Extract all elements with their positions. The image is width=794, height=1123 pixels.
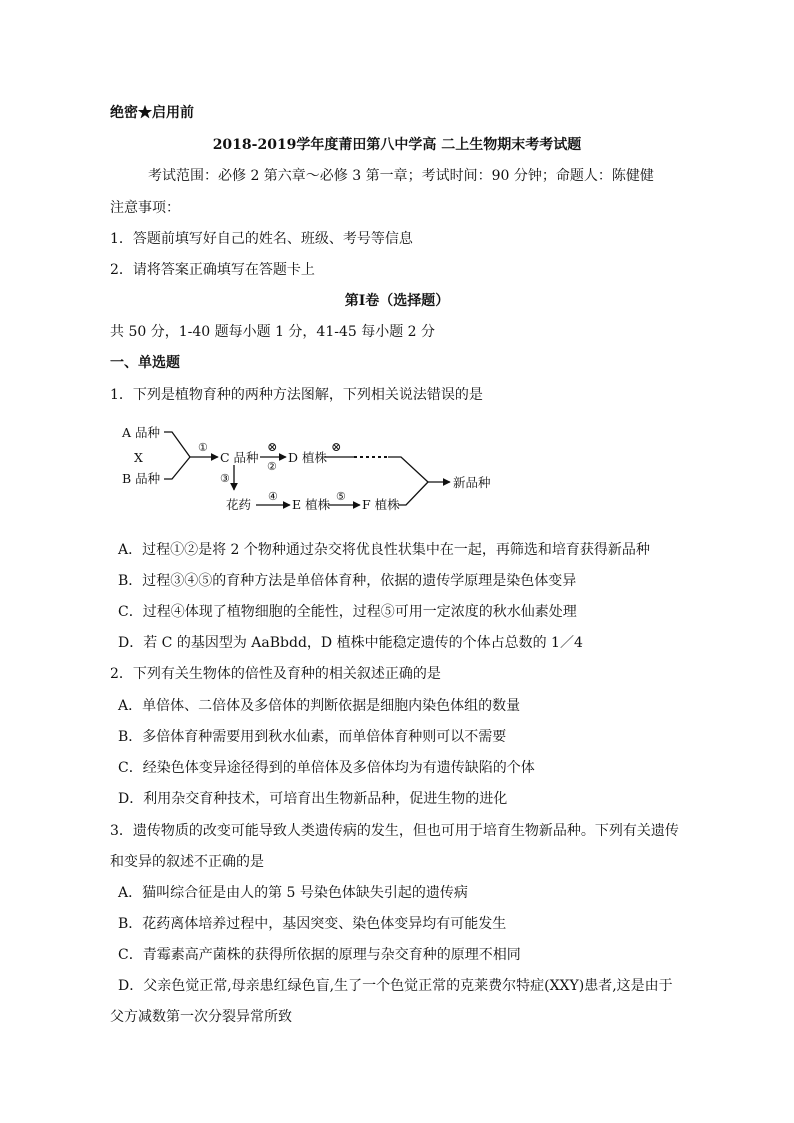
notice-heading: 注意事项： xyxy=(110,200,180,216)
label-e-plant: E 植株 xyxy=(292,497,331,512)
step-5-label: ⑤ xyxy=(336,490,346,503)
connector-line xyxy=(398,482,428,505)
option-c: C．过程④体现了植物细胞的全能性，过程⑤可用一定浓度的秋水仙素处理 xyxy=(118,604,577,620)
option-b: B．花药离体培养过程中，基因突变、染色体变异均有可能发生 xyxy=(118,916,507,932)
option-c: C．经染色体变异途径得到的单倍体及多倍体均为有遗传缺陷的个体 xyxy=(118,760,535,776)
confidential-label: 绝密★启用前 xyxy=(110,105,194,121)
step-1-label: ① xyxy=(198,441,208,454)
label-new-variety: 新品种 xyxy=(453,475,491,490)
question-stem-continued: 和变异的叙述不正确的是 xyxy=(110,854,264,870)
breeding-diagram xyxy=(110,418,510,524)
selfing-icon: ⊗ xyxy=(267,439,278,454)
selfing-icon: ⊗ xyxy=(331,439,342,454)
option-d: D．父亲色觉正常,母亲患红绿色盲,生了一个色觉正常的克莱费尔特症(XXY)患者,这是由于 xyxy=(118,978,673,994)
label-pollen: 花药 xyxy=(226,497,252,512)
option-a: A．过程①②是将 2 个物种通过杂交将优良性状集中在一起，再筛选和培育获得新品种 xyxy=(118,542,650,558)
notice-item: 2．请将答案正确填写在答题卡上 xyxy=(110,262,315,278)
option-a: A．猫叫综合征是由人的第 5 号染色体缺失引起的遗传病 xyxy=(118,885,468,901)
exam-title: 2018-2019学年度莆田第八中学高 二上生物期末考考试题 xyxy=(212,137,582,153)
connector-line xyxy=(388,457,428,482)
option-b: B．过程③④⑤的育种方法是单倍体育种，依据的遗传学原理是染色体变异 xyxy=(118,573,577,589)
score-note: 共 50 分，1-40 题每小题 1 分，41-45 每小题 2 分 xyxy=(110,324,436,340)
option-d: D．若 C 的基因型为 AaBbdd，D 植株中能稳定遗传的个体占总数的 1／4 xyxy=(118,635,583,651)
question-stem: 2．下列有关生物体的倍性及育种的相关叙述正确的是 xyxy=(110,666,441,682)
label-b-variety: B 品种 xyxy=(122,471,161,486)
step-4-label: ④ xyxy=(268,490,278,503)
step-2-label: ② xyxy=(267,460,277,473)
connector-line xyxy=(164,457,190,479)
label-d-plant: D 植株 xyxy=(288,450,327,465)
label-f-plant: F 植株 xyxy=(362,497,400,512)
label-a-variety: A 品种 xyxy=(122,425,161,440)
question-stem: 3．遗传物质的改变可能导致人类遗传病的发生，但也可用于培育生物新品种。下列有关遗传 xyxy=(110,823,679,839)
option-a: A．单倍体、二倍体及多倍体的判断依据是细胞内染色体组的数量 xyxy=(118,698,521,714)
option-d-continued: 父方减数第一次分裂异常所致 xyxy=(110,1009,292,1025)
question-stem: 1．下列是植物育种的两种方法图解，下列相关说法错误的是 xyxy=(110,387,483,403)
option-b: B．多倍体育种需要用到秋水仙素，而单倍体育种则可以不需要 xyxy=(118,729,507,745)
notice-item: 1．答题前填写好自己的姓名、班级、考号等信息 xyxy=(110,231,413,247)
connector-line xyxy=(164,432,190,457)
step-3-label: ③ xyxy=(220,472,230,485)
option-d: D．利用杂交育种技术，可培育出生物新品种，促进生物的进化 xyxy=(118,791,508,807)
exam-info: 考试范围：必修 2 第六章～必修 3 第一章；考试时间：90 分钟；命题人：陈健健 xyxy=(148,168,654,184)
label-x: X xyxy=(134,450,143,465)
option-c: C．青霉素高产菌株的获得所依据的原理与杂交育种的原理不相同 xyxy=(118,947,521,963)
section-title: 第Ⅰ卷（选择题） xyxy=(344,293,450,309)
part-heading: 一、单选题 xyxy=(110,355,180,371)
label-c-variety: C 品种 xyxy=(220,450,259,465)
